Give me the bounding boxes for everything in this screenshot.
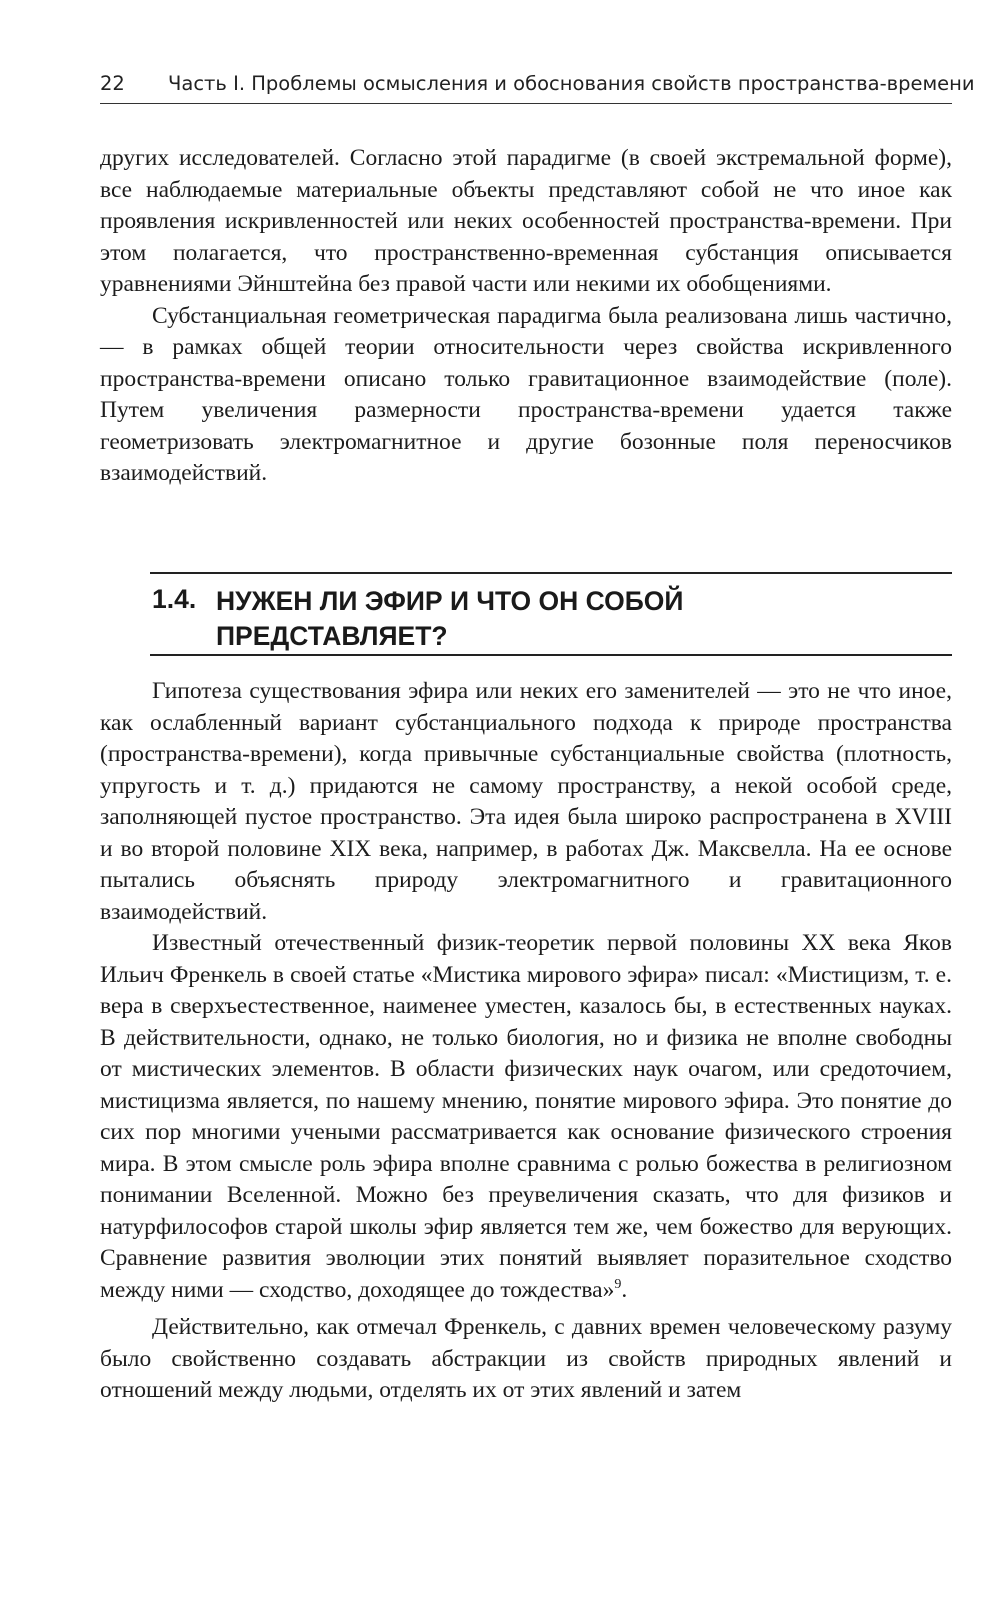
paragraph: Субстанциальная геометрическая парадигма была реализована лишь частично, — в рамках общей теории относительности через свойства искривленного пространства-времени описано только гравитационное взаимодействие (поле). Путем увеличения размерности пространства-времени удается также геометризовать электромагнитное и другие бозонные поля переносчиков взаимодействий. [100,302,952,486]
running-title: Часть I. Проблемы осмысления и обоснования свойств пространства-времени [168,72,975,95]
paragraph: других исследователей. Согласно этой парадигме (в своей экстремальной форме), все наблюдаемые материальные объекты представляют собой не что иное как проявления искривленностей или неких особенностей пространства-времени. При этом полагается, что пространственно-временная субстанция описывается уравнениями Эйнштейна без правой части или некими их обобщениями. [100,145,952,297]
header-rule [100,103,952,104]
running-header [100,72,975,95]
paragraph-text: Известный отечественный физик-теоретик первой половины XX века Яков Ильич Френкель в своей статье «Мистика мирового эфира» писал: «Мистицизм, т. е. вера в сверхъестественное, наименее уместен, казалось бы, в естественных науках. В действительности, однако, не только биология, но и физика не вполне свободны от мистических элементов. В области физических наук очагом, или средоточием, мистицизма является, по нашему мнению, понятие мирового эфира. Это понятие до сих пор многими учеными рассматривается как основание физического строения мира. В этом смысле роль эфира вполне сравнима с ролью божества в религиозном понимании Вселенной. Можно без преувеличения сказать, что для физиков и натурфилософов старой школы эфир является тем же, чем божество для верующих. Сравнение развития эволюции этих понятий выявляет поразительное сходство между ними — сходство, доходящее до тождества» [100,930,952,1303]
paragraph: Действительно, как отмечал Френкель, с давних времен человеческому разуму было свойственно создавать абстракции из свойств природных явлений и отношений между людьми, отделять их от этих явлений и затем [100,1314,952,1403]
section-text [100,676,952,1407]
section-title: НУЖЕН ЛИ ЭФИР И ЧТО ОН СОБОЙ ПРЕДСТАВЛЯЕТ? [216,586,684,651]
paragraph: Гипотеза существования эфира или неких его заменителей — это не что иное, как ослабленный вариант субстанциального подхода к природе пространства (пространства-времени), когда привычные субстанциальные свойства (плотность, упругость и т. д.) придаются не самому пространству, а некой особой среде, заполняющей пустое пространство. Эта идея была широко распространена в XVIII и во второй половине XIX века, например, в работах Дж. Максвелла. На ее основе пытались объяснять природу электромагнитного и гравитационного взаимодействий. [100,678,952,925]
quote-paragraph: Известный отечественный физик-теоретик первой половины XX века Яков Ильич Френкель в своей статье «Мистика мирового эфира» писал: «Мистицизм, т. е. вера в сверхъестественное, наименее уместен, казалось бы, в естественных науках. В действительности, однако, не только биология, но и физика не вполне свободны от мистических элементов. В области физических наук очагом, или средоточием, мистицизма является, по нашему мнению, понятие мирового эфира. Это понятие до сих пор многими учеными рассматривается как основание физического строения мира. В этом смысле роль эфира вполне сравнима с ролью божества в религиозном понимании Вселенной. Можно без преувеличения сказать, что для физиков и натурфилософов старой школы эфир является тем же, чем божество для верующих. Сравнение развития эволюции этих понятий выявляет поразительное сходство между ними — сходство, доходящее до тождества»$^9$. [100,930,952,1303]
section-top-rule [150,572,952,574]
section-bottom-rule [150,654,952,656]
page-number: 22 [100,72,125,95]
intro-text [100,143,952,490]
section-number: 1.4. [152,584,197,614]
footnote-marker[interactable]: 9 [614,1276,622,1292]
